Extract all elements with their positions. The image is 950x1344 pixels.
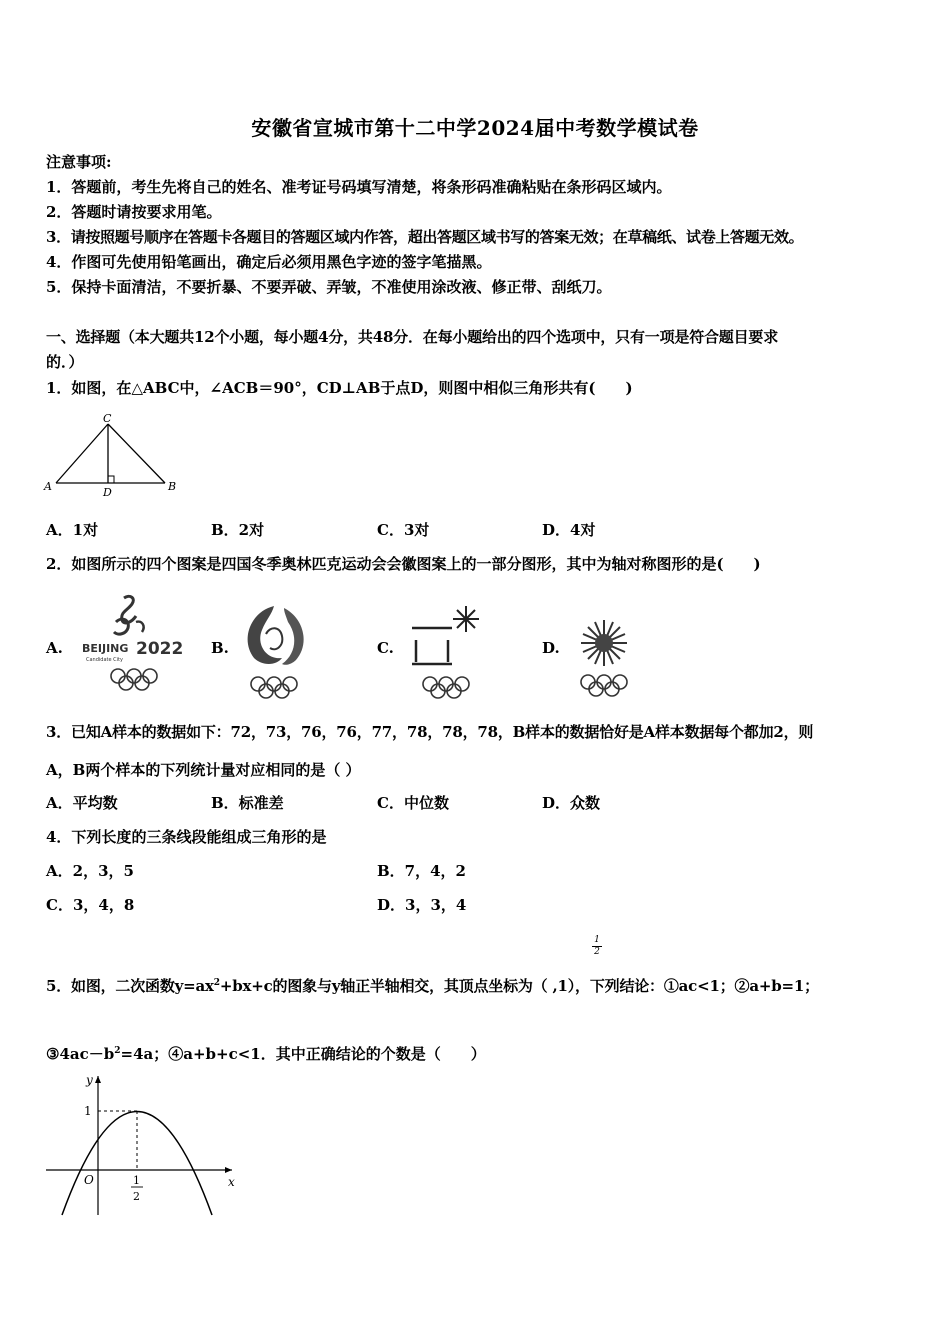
section-heading-line2: 的．） <box>46 353 84 371</box>
notice-item-2: 2．答题时请按要求用笔。 <box>46 203 222 221</box>
beijing-text: BEIJING <box>82 642 129 655</box>
question-2-stem: 2．如图所示的四个图案是四国冬季奥林匹克运动会会徽图案上的一部分图形，其中为轴对称图形的是( ) <box>46 555 761 573</box>
q2-option-d: D. <box>542 639 560 657</box>
origin-label: O <box>84 1173 94 1187</box>
label-a: A <box>44 480 52 493</box>
parabola-graph <box>40 1070 250 1220</box>
tick-half-denominator: 2 <box>133 1190 140 1203</box>
notice-heading: 注意事项: <box>46 153 112 171</box>
q3-option-b: B．标准差 <box>211 794 284 812</box>
candidate-text: Candidate City <box>86 657 123 663</box>
page-title: 安徽省宣城市第十二中学2024届中考数学模试卷 <box>251 116 699 140</box>
question-4-stem: 4．下列长度的三条线段能组成三角形的是 <box>46 828 327 846</box>
q4-option-a: A．2，3，5 <box>46 862 134 880</box>
q1-option-c: C．3对 <box>377 521 430 539</box>
label-d: D <box>103 486 112 499</box>
triangle-figure <box>40 410 190 500</box>
q5-line2-sup: 2 <box>114 1046 121 1056</box>
q5-line2-a: ③4ac－b <box>46 1045 115 1063</box>
tick-half-numerator: 1 <box>133 1174 140 1187</box>
notice-item-1: 1．答题前，考生先将自己的姓名、准考证号码填写清楚，将条形码准确粘贴在条形码区域内。 <box>46 178 672 196</box>
question-1-stem: 1．如图，在△ABC中，∠ACB＝90°，CD⊥AB于点D，则图中相似三角形共有( ) <box>46 379 633 397</box>
fraction-denominator: 2 <box>594 947 600 957</box>
q4-option-d: D．3，3，4 <box>377 896 467 914</box>
q4-option-c: C．3，4，8 <box>46 896 135 914</box>
y-axis-label: y <box>86 1073 93 1087</box>
notice-item-3: 3．请按照题号顺序在答题卡各题目的答题区域内作答，超出答题区域书写的答案无效；在草稿纸、试卷上答题无效。 <box>46 228 804 246</box>
gate-star-emblem-icon <box>400 600 490 700</box>
year-text: 2022 <box>136 639 184 659</box>
q3-option-a: A．平均数 <box>46 794 118 812</box>
q5-sup-2: 2 <box>213 978 220 988</box>
question-5-line2 <box>46 1041 486 1064</box>
label-c: C <box>103 412 112 425</box>
section-heading-line1: 一、选择题（本大题共12个小题，每小题4分，共48分．在每小题给出的四个选项中，只有一项是符合题目要求 <box>46 328 778 346</box>
q2-option-a: A. <box>46 639 63 657</box>
q1-option-a: A．1对 <box>46 521 99 539</box>
q4-option-b: B．7，4，2 <box>377 862 466 880</box>
flame-emblem-icon <box>236 600 316 700</box>
q1-option-d: D．4对 <box>542 521 596 539</box>
vertex-fraction <box>592 936 602 957</box>
beijing-emblem-icon <box>80 590 190 695</box>
notice-item-4: 4．作图可先使用铅笔画出，确定后必须用黑色字迹的签字笔描黑。 <box>46 253 492 271</box>
q2-option-c: C. <box>377 639 394 657</box>
q3-option-d: D．众数 <box>542 794 601 812</box>
question-5-line1 <box>46 973 819 996</box>
snowflake-emblem-icon <box>570 610 640 700</box>
fraction-numerator: 1 <box>594 935 600 945</box>
q5-line2-b: =4a；④a+b+c<1．其中正确结论的个数是（ ） <box>120 1045 486 1063</box>
q5-line1-a: 5．如图，二次函数y=ax <box>46 977 214 995</box>
notice-item-5: 5．保持卡面清洁，不要折暴、不要弄破、弄皱，不准使用涂改液、修正带、刮纸刀。 <box>46 278 612 296</box>
question-3-line1: 3．已知A样本的数据如下：72，73，76，76，77，78，78，78，B样本的数据恰好是A样本数据每个都加2，则 <box>46 723 814 741</box>
label-b: B <box>168 480 177 493</box>
q3-option-c: C．中位数 <box>377 794 449 812</box>
question-3-line2: A，B两个样本的下列统计量对应相同的是（ ） <box>46 761 361 779</box>
x-axis-label: x <box>228 1175 235 1189</box>
q5-line1-b: +bx+c的图象与y轴正半轴相交，其顶点坐标为（ ,1），下列结论：①ac<1；②a+b=1； <box>219 977 819 995</box>
tick-label-one: 1 <box>84 1104 92 1118</box>
q1-option-b: B．2对 <box>211 521 265 539</box>
q2-option-b: B. <box>211 639 229 657</box>
